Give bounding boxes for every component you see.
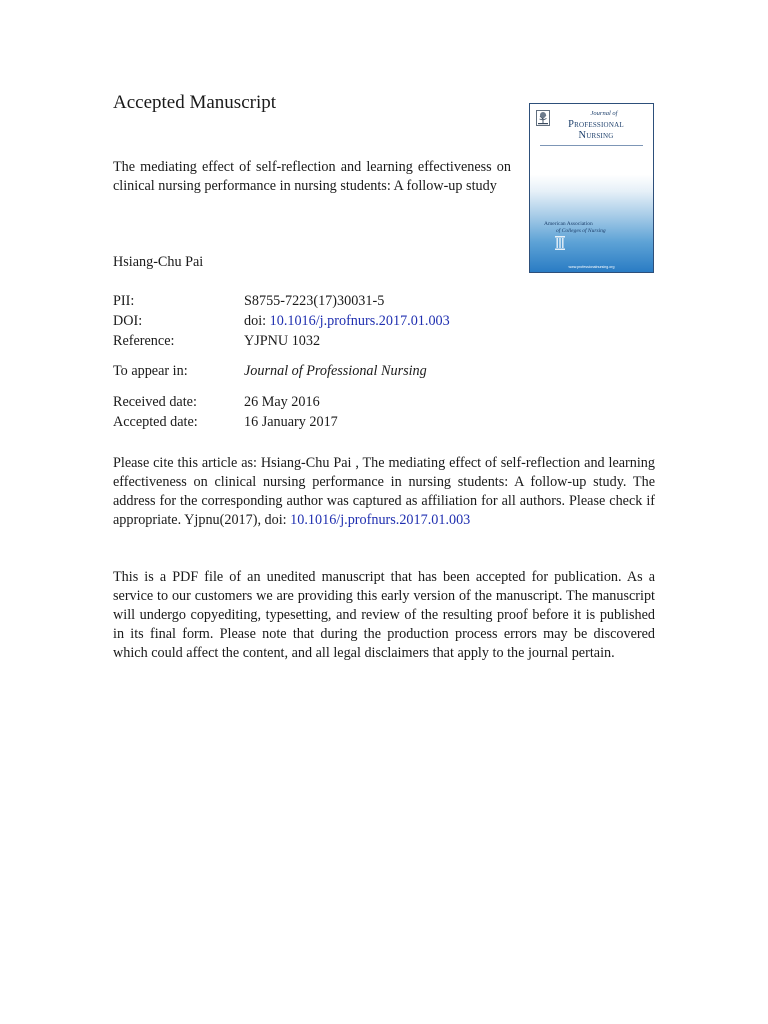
meta-appear xyxy=(113,362,543,381)
article-title: The mediating effect of self-reflection and learning effectiveness on clinical nursing performance in nursing students: A follow-up study xyxy=(113,159,511,194)
disclaimer-text: This is a PDF file of an unedited manuscript that has been accepted for publication. As a service to our customers we are providing this early version of the manuscript. The manuscript will undergo copyediting, typesetting, and review of the resulting proof before it is published in its final form. Please note that during the production process errors may be discovered which could affect the content, and all legal disclaimers that apply to the journal pertain. xyxy=(113,569,655,661)
meta-reference-label: Reference: xyxy=(113,333,175,349)
cover-association xyxy=(544,221,644,235)
column-icon xyxy=(554,235,566,251)
cover-assoc-line2: of Colleges of Nursing xyxy=(556,228,606,234)
citation-text: Please cite this article as: Hsiang-Chu Pai , The mediating effect of self-reflection and learning effectiveness on clinical nursing performance in nursing students: A follow-up study. The address for the corresponding author was captured as affiliation for all authors. Please check if appropriate. Yjpnu(2017), doi: xyxy=(113,455,655,528)
citation-paragraph xyxy=(113,454,655,530)
cover-journal-of: Journal of xyxy=(590,110,618,117)
meta-received-value: 26 May 2016 xyxy=(244,394,320,410)
meta-accepted-value: 16 January 2017 xyxy=(244,414,338,430)
cover-journal-name xyxy=(544,119,648,141)
cover-journal-name-line2: Nursing xyxy=(578,130,614,141)
cover-url: www.professionalnursing.org xyxy=(568,265,615,269)
cover-assoc-line1: American Association xyxy=(544,221,593,227)
meta-reference-value: YJPNU 1032 xyxy=(244,333,321,349)
meta-doi-prefix: doi: xyxy=(244,313,267,329)
doi-link[interactable]: 10.1016/j.profnurs.2017.01.003 xyxy=(269,313,450,329)
meta-accepted-label: Accepted date: xyxy=(113,414,198,430)
citation-doi-link[interactable]: 10.1016/j.profnurs.2017.01.003 xyxy=(290,512,471,528)
article-author: Hsiang-Chu Pai xyxy=(113,254,204,270)
page-heading: Accepted Manuscript xyxy=(113,92,277,113)
meta-accepted xyxy=(113,413,543,432)
meta-appear-label: To appear in: xyxy=(113,363,188,379)
cover-journal-name-line1: Professional xyxy=(568,119,624,130)
meta-received-label: Received date: xyxy=(113,394,197,410)
meta-doi xyxy=(113,312,543,331)
meta-doi-label: DOI: xyxy=(113,313,143,329)
cover-divider xyxy=(540,145,643,146)
meta-pii-value: S8755-7223(17)30031-5 xyxy=(244,293,385,309)
meta-reference xyxy=(113,332,543,351)
journal-cover xyxy=(529,103,654,273)
meta-pii xyxy=(113,292,543,311)
meta-appear-value: Journal of Professional Nursing xyxy=(244,363,427,379)
meta-pii-label: PII: xyxy=(113,293,135,309)
meta-received xyxy=(113,393,543,412)
meta-doi-value xyxy=(244,312,450,331)
disclaimer-paragraph xyxy=(113,568,655,663)
